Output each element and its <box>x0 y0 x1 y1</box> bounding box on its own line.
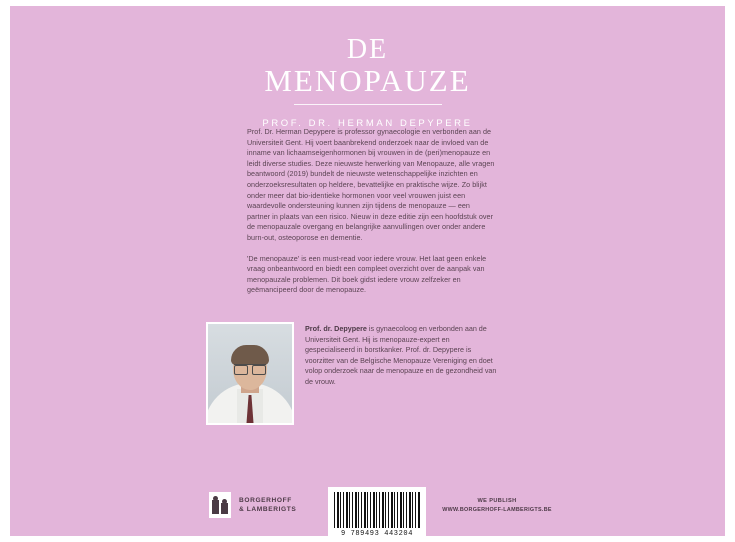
barcode-number: 9 789493 443204 <box>340 530 413 538</box>
blurb-paragraph: 'De menopauze' is een must-read voor iedere vrouw. Het laat geen enkele vraag onbeantwoord en biedt een compleet overzicht over de aanpak van menopauzale problemen. Dit boek gidst iedere vrouw zelfzeker en geëmancipeerd door de menopauze. <box>247 253 487 295</box>
imprint-url: WWW.BORGERHOFF-LAMBERIGTS.BE <box>442 507 552 513</box>
book-title-line-2: MENOPAUZE <box>264 62 471 98</box>
author-bio-name: Prof. dr. Depypere <box>305 324 367 333</box>
book-title-line-1: DE <box>346 34 389 65</box>
publisher-logo-icon <box>209 492 231 518</box>
imprint-tagline: WE PUBLISH <box>477 498 517 504</box>
logo-figure-right <box>221 503 228 514</box>
publisher-name-line-2: & LAMBERIGTS <box>239 506 297 513</box>
publisher-name <box>239 496 296 514</box>
title-block <box>10 36 725 129</box>
cover-panel <box>10 6 725 536</box>
logo-figure-left <box>212 500 219 514</box>
author-portrait-photo <box>206 322 294 425</box>
portrait-hair <box>231 345 269 365</box>
author-bio-block <box>206 322 498 425</box>
imprint-block <box>437 498 557 513</box>
author-bio-text <box>305 322 498 388</box>
logo-head-left <box>213 496 218 501</box>
barcode-bars <box>334 492 420 528</box>
publisher-block <box>209 492 296 518</box>
blurb-text <box>247 127 495 296</box>
publisher-name-line-1: BORGERHOFF <box>239 497 292 504</box>
author-bio-description: is gynaecoloog en verbonden aan de Universiteit Gent. Hij is menopauze-expert en gespecialiseerd in borstkanker. Prof. dr. Depypere is voorzitter van de Belgische Menopauze Vereniging en doet volop onderzoek naar de menopauze en de gezondheid van de vrouw. <box>305 324 497 386</box>
portrait-glasses <box>234 364 266 372</box>
blurb-paragraph: Prof. Dr. Herman Depypere is professor gynaecologie en verbonden aan de Universiteit Gent. Hij voert baanbrekend onderzoek naar de invloed van de inname van lichaamseigenhormonen bij vrouwen in de (peri)menopauze en leidt diverse studies. Deze nieuwste herwerking van Menopauze, alle vragen beantwoord (2019) bundelt de nieuwste wetenschappelijke inzichten en onderzoeksresultaten op heldere, bevattelijke en praktische wijze. Zo blijkt onder meer dat bio-identieke hormonen voor veel vrouwen juist een waardevolle ondersteuning kunnen zijn tijdens de menopauze — een partner in plaats van een risico. Nieuw in deze editie zijn een hoofdstuk over de menopauzale overgang en belangrijke aanvullingen over onder andere burn-out, osteoporose en dementie. <box>247 127 495 242</box>
book-author: PROF. DR. HERMAN DEPYPERE <box>262 118 473 130</box>
barcode <box>328 487 426 542</box>
title-divider <box>294 104 442 105</box>
logo-head-right <box>222 499 227 504</box>
